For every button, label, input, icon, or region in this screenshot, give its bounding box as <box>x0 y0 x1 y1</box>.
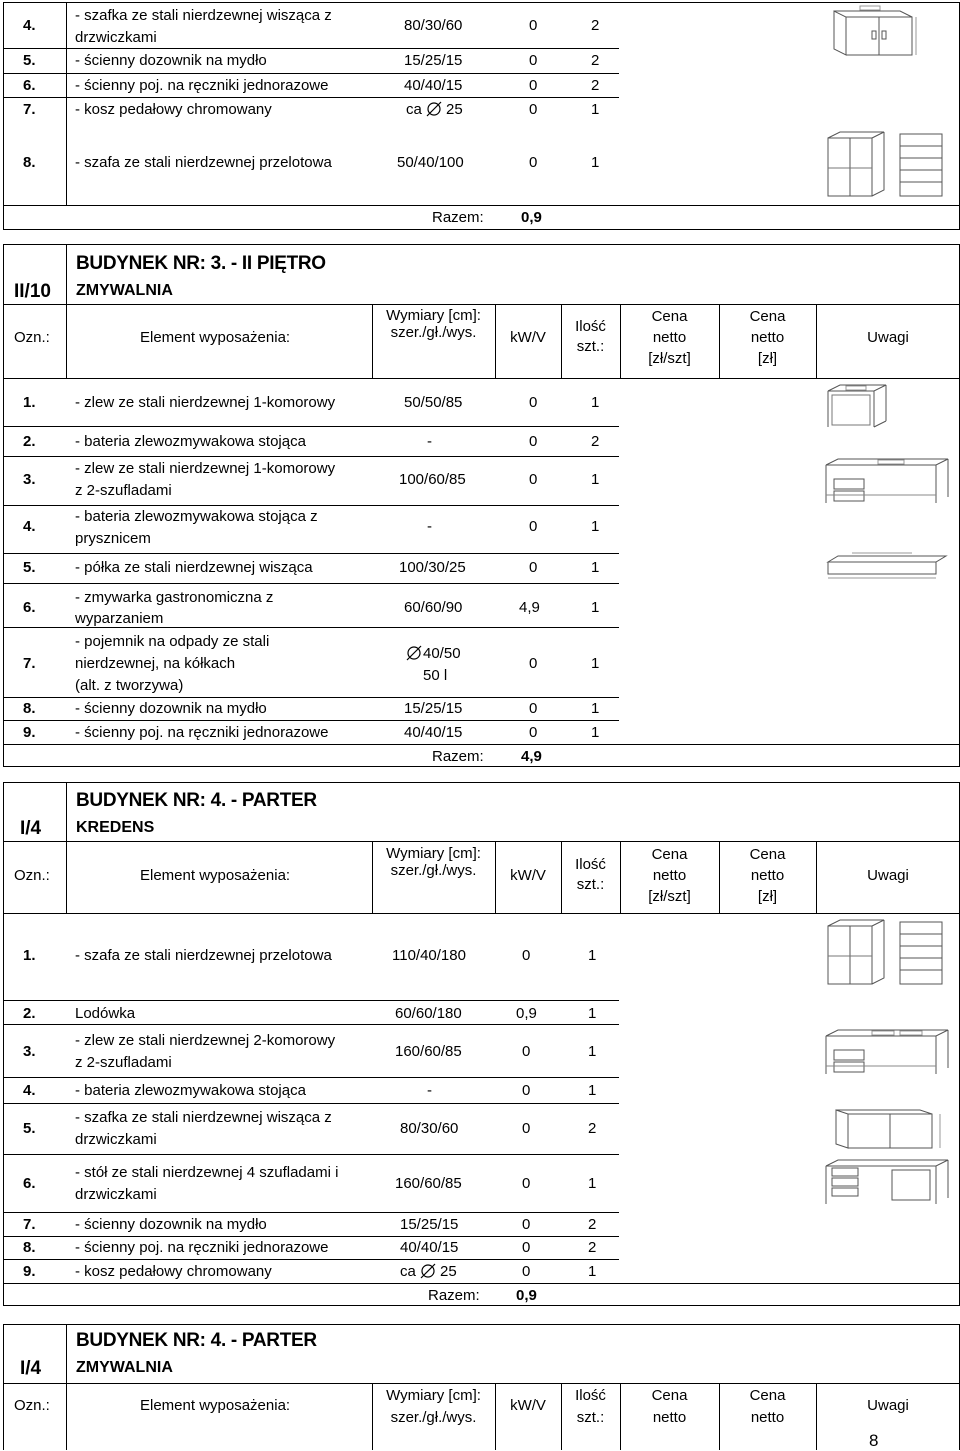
item-name-cont: z 2-szufladami <box>75 482 172 499</box>
building-heading: BUDYNEK NR: 3. - II PIĘTRO <box>76 253 326 274</box>
item-name-cont: drzwiczkami <box>75 1131 157 1148</box>
item-name-cont: drzwiczkami <box>75 1186 157 1203</box>
item-quantity: 1 <box>591 518 600 535</box>
col-header-element: Element wyposażenia: <box>140 867 291 884</box>
item-quantity: 1 <box>591 724 600 741</box>
item-name-cont: (alt. z tworzywa) <box>75 677 184 694</box>
item-dimensions: 100/60/85 <box>399 471 466 488</box>
row-number: 5. <box>23 1120 36 1137</box>
section-id: I/4 <box>20 1358 42 1379</box>
item-quantity: 2 <box>588 1120 597 1137</box>
col-header-dimensions: Wymiary [cm]: szer./gł./wys. <box>386 307 481 341</box>
item-power: 0 <box>529 394 538 411</box>
item-power: 0 <box>529 700 538 717</box>
item-name: - ścienny dozownik na mydło <box>75 700 267 717</box>
item-dimensions: 60/60/180 <box>395 1005 462 1022</box>
total-label: Razem: <box>432 748 484 765</box>
item-quantity: 2 <box>591 52 600 69</box>
total-value: 0,9 <box>516 1287 537 1304</box>
diameter-symbol <box>420 1263 436 1279</box>
item-name: - bateria zlewozmywakowa stojąca <box>75 433 306 450</box>
item-power: 0 <box>522 1043 531 1060</box>
col-header-notes: Uwagi <box>867 1397 909 1414</box>
item-quantity: 1 <box>591 471 600 488</box>
total-label: Razem: <box>428 1287 480 1304</box>
item-power: 0 <box>529 655 538 672</box>
row-number: 8. <box>23 1239 36 1256</box>
row-number: 3. <box>23 471 36 488</box>
item-name-cont: drzwiczkami <box>75 29 157 46</box>
item-power: 0 <box>529 724 538 741</box>
item-power: 4,9 <box>519 599 540 616</box>
item-dimensions: 100/30/25 <box>399 559 466 576</box>
item-name: - kosz pedałowy chromowany <box>75 101 272 118</box>
col-header-power: kW/V <box>510 329 546 346</box>
item-power: 0 <box>522 1175 531 1192</box>
item-power: 0 <box>529 518 538 535</box>
row-number: 6. <box>23 599 36 616</box>
row-number: 7. <box>23 101 36 118</box>
item-power: 0 <box>522 1120 531 1137</box>
item-quantity: 2 <box>591 433 600 450</box>
sink-2-chamber-drawing <box>822 1026 954 1078</box>
room-heading: ZMYWALNIA <box>76 282 173 299</box>
item-dimensions: - <box>427 1082 432 1099</box>
row-number: 2. <box>23 433 36 450</box>
item-name: - ścienny poj. na ręczniki jednorazowe <box>75 724 329 741</box>
item-name-cont: nierdzewnej, na kółkach <box>75 655 236 672</box>
col-header-quantity: Ilość szt.: <box>575 856 606 893</box>
item-quantity: 1 <box>588 1082 597 1099</box>
item-name-cont: prysznicem <box>75 530 151 547</box>
col-header-ozn: Ozn.: <box>14 1397 50 1414</box>
item-quantity: 1 <box>588 1263 597 1280</box>
item-name: - kosz pedałowy chromowany <box>75 1263 272 1280</box>
item-dimensions-prefix: ca <box>400 1263 416 1280</box>
col-header-dimensions: Wymiary [cm]: szer./gł./wys. <box>386 845 481 879</box>
col-header-dimensions: Wymiary [cm]: szer./gł./wys. <box>386 1387 481 1426</box>
row-number: 2. <box>23 1005 36 1022</box>
item-name: - ścienny poj. na ręczniki jednorazowe <box>75 77 329 94</box>
item-power: 0 <box>529 471 538 488</box>
row-number: 4. <box>23 17 36 34</box>
item-quantity: 1 <box>591 394 600 411</box>
item-name-cont: z 2-szufladami <box>75 1054 172 1071</box>
row-number: 5. <box>23 52 36 69</box>
row-number: 8. <box>23 154 36 171</box>
row-number: 1. <box>23 947 36 964</box>
item-quantity: 1 <box>588 1043 597 1060</box>
item-name: - stół ze stali nierdzewnej 4 szufladami i <box>75 1164 339 1181</box>
item-power: 0 <box>529 17 538 34</box>
item-name: - ścienny dozownik na mydło <box>75 1216 267 1233</box>
item-dimensions: 80/30/60 <box>404 17 463 34</box>
item-power: 0 <box>529 433 538 450</box>
item-dimensions: 25 <box>446 101 463 118</box>
item-power: 0 <box>529 77 538 94</box>
section-id: I/4 <box>20 818 42 839</box>
item-dimensions: 40/40/15 <box>400 1239 459 1256</box>
col-header-notes: Uwagi <box>867 329 909 346</box>
col-header-power: kW/V <box>510 867 546 884</box>
item-quantity: 2 <box>591 17 600 34</box>
room-heading: ZMYWALNIA <box>76 1359 173 1376</box>
item-name: Lodówka <box>75 1005 136 1022</box>
item-power: 0 <box>522 1216 531 1233</box>
row-number: 7. <box>23 655 36 672</box>
item-dimensions: 160/60/85 <box>395 1175 462 1192</box>
section-id: II/10 <box>14 281 51 302</box>
item-name: - bateria zlewozmywakowa stojąca <box>75 1082 306 1099</box>
row-number: 5. <box>23 559 36 576</box>
row-number: 4. <box>23 518 36 535</box>
building-heading: BUDYNEK NR: 4. - PARTER <box>76 790 317 811</box>
item-power: 0 <box>529 154 538 171</box>
cabinet-drawing <box>820 128 950 200</box>
item-name: - bateria zlewozmywakowa stojąca z <box>75 508 318 525</box>
col-header-element: Element wyposażenia: <box>140 329 291 346</box>
item-power: 0 <box>529 52 538 69</box>
total-label: Razem: <box>432 209 484 226</box>
row-number: 6. <box>23 1175 36 1192</box>
item-quantity: 1 <box>591 559 600 576</box>
item-power: 0 <box>529 559 538 576</box>
item-dimensions: 40/50 <box>423 645 461 662</box>
total-value: 0,9 <box>521 209 542 226</box>
item-power: 0 <box>522 947 531 964</box>
room-heading: KREDENS <box>76 819 155 836</box>
item-dimensions: 60/60/90 <box>404 599 463 616</box>
item-name: - szafka ze stali nierdzewnej wisząca z <box>75 7 332 24</box>
item-name: - zlew ze stali nierdzewnej 1-komorowy <box>75 394 336 411</box>
item-name: - szafa ze stali nierdzewnej przelotowa <box>75 947 332 964</box>
item-dimensions: 40/40/15 <box>404 724 463 741</box>
item-quantity: 2 <box>591 77 600 94</box>
item-dimensions: 25 <box>440 1263 457 1280</box>
item-quantity: 1 <box>591 599 600 616</box>
item-quantity: 1 <box>591 700 600 717</box>
row-number: 7. <box>23 1216 36 1233</box>
item-dimensions: 40/40/15 <box>404 77 463 94</box>
item-quantity: 1 <box>591 655 600 672</box>
item-quantity: 2 <box>588 1216 597 1233</box>
col-header-unit-price: Cena netto <box>651 1387 688 1426</box>
sink-drawers-drawing <box>822 455 954 507</box>
col-header-total-price: Cena netto <box>749 1387 786 1426</box>
item-quantity: 1 <box>591 154 600 171</box>
item-name-cont: wyparzaniem <box>75 610 164 627</box>
item-dimensions: 80/30/60 <box>400 1120 459 1137</box>
diameter-symbol <box>426 101 442 117</box>
item-dimensions: - <box>427 433 432 450</box>
item-dimensions-prefix: ca <box>406 101 422 118</box>
row-number: 9. <box>23 724 36 741</box>
col-header-unit-price: Cena netto [zł/szt] <box>648 308 691 367</box>
row-number: 1. <box>23 394 36 411</box>
item-quantity: 1 <box>591 101 600 118</box>
item-power: 0,9 <box>516 1005 537 1022</box>
diameter-symbol <box>406 645 422 661</box>
row-number: 8. <box>23 700 36 717</box>
item-quantity: 1 <box>588 1175 597 1192</box>
item-name: - zlew ze stali nierdzewnej 2-komorowy <box>75 1032 336 1049</box>
col-header-total-price: Cena netto [zł] <box>749 846 786 905</box>
item-power: 0 <box>522 1263 531 1280</box>
item-quantity: 2 <box>588 1239 597 1256</box>
item-name: - pojemnik na odpady ze stali <box>75 633 270 650</box>
item-name: - zlew ze stali nierdzewnej 1-komorowy <box>75 460 336 477</box>
col-header-quantity: Ilość szt.: <box>575 1387 606 1426</box>
item-name: - półka ze stali nierdzewnej wisząca <box>75 559 313 576</box>
col-header-total-price: Cena netto [zł] <box>749 308 786 367</box>
item-dimensions: 50/40/100 <box>397 154 464 171</box>
wall-shelf-drawing <box>822 552 952 580</box>
item-power: 0 <box>522 1082 531 1099</box>
item-name: - ścienny poj. na ręczniki jednorazowe <box>75 1239 329 1256</box>
item-name: - zmywarka gastronomiczna z <box>75 589 274 606</box>
item-name: - szafka ze stali nierdzewnej wisząca z <box>75 1109 332 1126</box>
table-drawers-drawing <box>822 1156 954 1208</box>
wall-cabinet-drawing <box>822 1104 952 1150</box>
item-power: 0 <box>522 1239 531 1256</box>
item-dimensions: 110/40/180 <box>392 947 466 964</box>
item-dimensions: 15/25/15 <box>400 1216 459 1233</box>
col-header-element: Element wyposażenia: <box>140 1397 291 1414</box>
item-dimensions: 15/25/15 <box>404 700 463 717</box>
item-dimensions: - <box>427 518 432 535</box>
col-header-unit-price: Cena netto [zł/szt] <box>648 846 691 905</box>
item-name: - ścienny dozownik na mydło <box>75 52 267 69</box>
row-number: 9. <box>23 1263 36 1280</box>
item-power: 0 <box>529 101 538 118</box>
page-number: 8 <box>869 1431 879 1450</box>
item-quantity: 1 <box>588 1005 597 1022</box>
item-capacity: 50 l <box>423 667 448 684</box>
item-quantity: 1 <box>588 947 597 964</box>
col-header-power: kW/V <box>510 1397 546 1414</box>
row-number: 4. <box>23 1082 36 1099</box>
row-number: 6. <box>23 77 36 94</box>
col-header-ozn: Ozn.: <box>14 329 50 346</box>
item-dimensions: 15/25/15 <box>404 52 463 69</box>
col-header-ozn: Ozn.: <box>14 867 50 884</box>
total-value: 4,9 <box>521 748 542 765</box>
building-heading: BUDYNEK NR: 4. - PARTER <box>76 1330 317 1351</box>
row-number: 3. <box>23 1043 36 1060</box>
col-header-quantity: Ilość szt.: <box>575 318 606 355</box>
wall-cabinet-drawing <box>820 5 920 57</box>
item-dimensions: 160/60/85 <box>395 1043 462 1060</box>
item-dimensions: 50/50/85 <box>404 394 463 411</box>
col-header-notes: Uwagi <box>867 867 909 884</box>
item-name: - szafa ze stali nierdzewnej przelotowa <box>75 154 332 171</box>
pass-through-cabinet-drawing <box>820 916 950 988</box>
sink-1-chamber-drawing <box>822 381 892 429</box>
